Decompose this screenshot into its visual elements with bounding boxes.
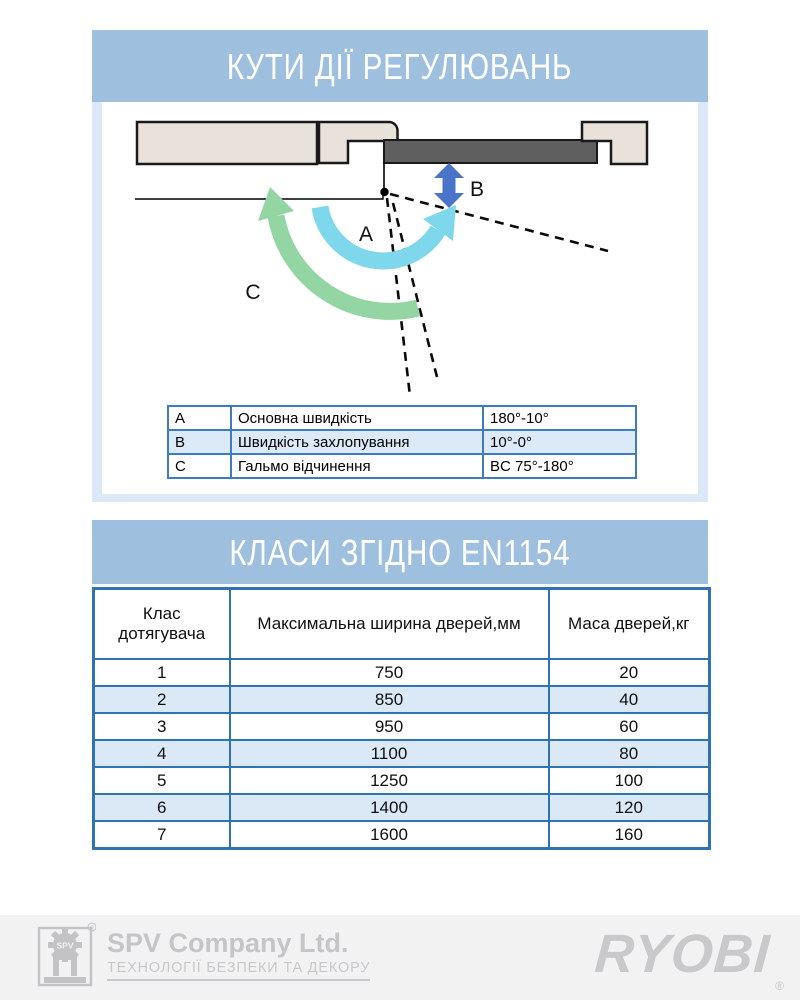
header-width: Максимальна ширина дверей,мм bbox=[230, 589, 549, 660]
width-cell: 1400 bbox=[230, 794, 549, 821]
class-cell: 5 bbox=[94, 767, 230, 794]
ryobi-registered-mark: ® bbox=[775, 979, 784, 993]
slide-rail bbox=[384, 140, 597, 163]
label-b: B bbox=[470, 178, 485, 201]
mass-cell: 160 bbox=[549, 821, 710, 849]
spv-company-name: SPV Company Ltd. bbox=[107, 928, 349, 958]
angles-legend-table bbox=[167, 405, 637, 479]
closed-door-line bbox=[135, 192, 383, 199]
legend-key-cell: A bbox=[168, 406, 231, 430]
door-closer-angles-diagram bbox=[102, 102, 698, 402]
class-cell: 7 bbox=[94, 821, 230, 849]
class-cell: 6 bbox=[94, 794, 230, 821]
footer bbox=[0, 915, 800, 1000]
legend-value-cell: BC 75°-180° bbox=[483, 454, 636, 478]
legend-label-cell: Основна швидкість bbox=[231, 406, 483, 430]
label-a: A bbox=[358, 223, 374, 246]
classes-panel-title: КЛАСИ ЗГІДНО EN1154 bbox=[229, 532, 571, 573]
arc-a-main-speed bbox=[320, 205, 456, 261]
arrow-b-latching bbox=[434, 163, 464, 208]
header-class: Клас дотягувача bbox=[94, 589, 230, 660]
width-cell: 950 bbox=[230, 713, 549, 740]
header-mass: Маса дверей,кг bbox=[549, 589, 710, 660]
pivot-point bbox=[380, 188, 388, 196]
classes-panel-title-bar bbox=[92, 520, 708, 584]
table-row bbox=[94, 686, 710, 713]
en1154-classes-table bbox=[92, 587, 711, 850]
table-row bbox=[94, 659, 710, 686]
spv-emblem-icon bbox=[36, 922, 96, 988]
table-row bbox=[94, 713, 710, 740]
mass-cell: 100 bbox=[549, 767, 710, 794]
width-cell: 750 bbox=[230, 659, 549, 686]
mass-cell: 40 bbox=[549, 686, 710, 713]
arc-a-body bbox=[320, 207, 438, 261]
gear-icon bbox=[44, 928, 86, 983]
door-frame bbox=[137, 122, 647, 164]
width-cell: 1250 bbox=[230, 767, 549, 794]
class-cell: 2 bbox=[94, 686, 230, 713]
table-header-row bbox=[94, 589, 710, 660]
dashed-angle-lines bbox=[387, 194, 608, 396]
angles-panel-title: КУТИ ДІЇ РЕГУЛЮВАНЬ bbox=[227, 46, 573, 87]
class-cell: 4 bbox=[94, 740, 230, 767]
width-cell: 850 bbox=[230, 686, 549, 713]
mass-cell: 60 bbox=[549, 713, 710, 740]
legend-value-cell: 10°-0° bbox=[483, 430, 636, 454]
legend-key-cell: B bbox=[168, 430, 231, 454]
spv-text-block bbox=[107, 930, 370, 981]
angles-panel-title-bar bbox=[92, 30, 708, 102]
table-row bbox=[168, 454, 636, 478]
angles-panel-body bbox=[92, 102, 708, 502]
table-row bbox=[94, 740, 710, 767]
width-cell: 1600 bbox=[230, 821, 549, 849]
width-cell: 1100 bbox=[230, 740, 549, 767]
pivot-and-reference-lines bbox=[135, 163, 389, 199]
label-c: C bbox=[245, 281, 261, 304]
mass-cell: 80 bbox=[549, 740, 710, 767]
dashed-line-near-closed-1 bbox=[387, 198, 410, 396]
table-row bbox=[168, 406, 636, 430]
spv-logo bbox=[36, 922, 370, 988]
legend-key-cell: C bbox=[168, 454, 231, 478]
table-row bbox=[94, 794, 710, 821]
legend-value-cell: 180°-10° bbox=[483, 406, 636, 430]
spv-registered-mark: ® bbox=[89, 925, 95, 932]
class-cell: 3 bbox=[94, 713, 230, 740]
mass-cell: 120 bbox=[549, 794, 710, 821]
legend-label-cell: Швидкість захлопування bbox=[231, 430, 483, 454]
mass-cell: 20 bbox=[549, 659, 710, 686]
class-cell: 1 bbox=[94, 659, 230, 686]
wall-left bbox=[137, 122, 317, 164]
legend-label-cell: Гальмо відчинення bbox=[231, 454, 483, 478]
table-row bbox=[94, 767, 710, 794]
spv-emblem-text: SPV bbox=[56, 940, 74, 951]
table-row bbox=[168, 430, 636, 454]
arc-c-arrowhead bbox=[258, 187, 294, 221]
ryobi-logo: RYOBI bbox=[592, 924, 773, 984]
spv-tagline: ТЕХНОЛОГІЇ БЕЗПЕКИ ТА ДЕКОРУ bbox=[107, 960, 370, 981]
table-row bbox=[94, 821, 710, 849]
